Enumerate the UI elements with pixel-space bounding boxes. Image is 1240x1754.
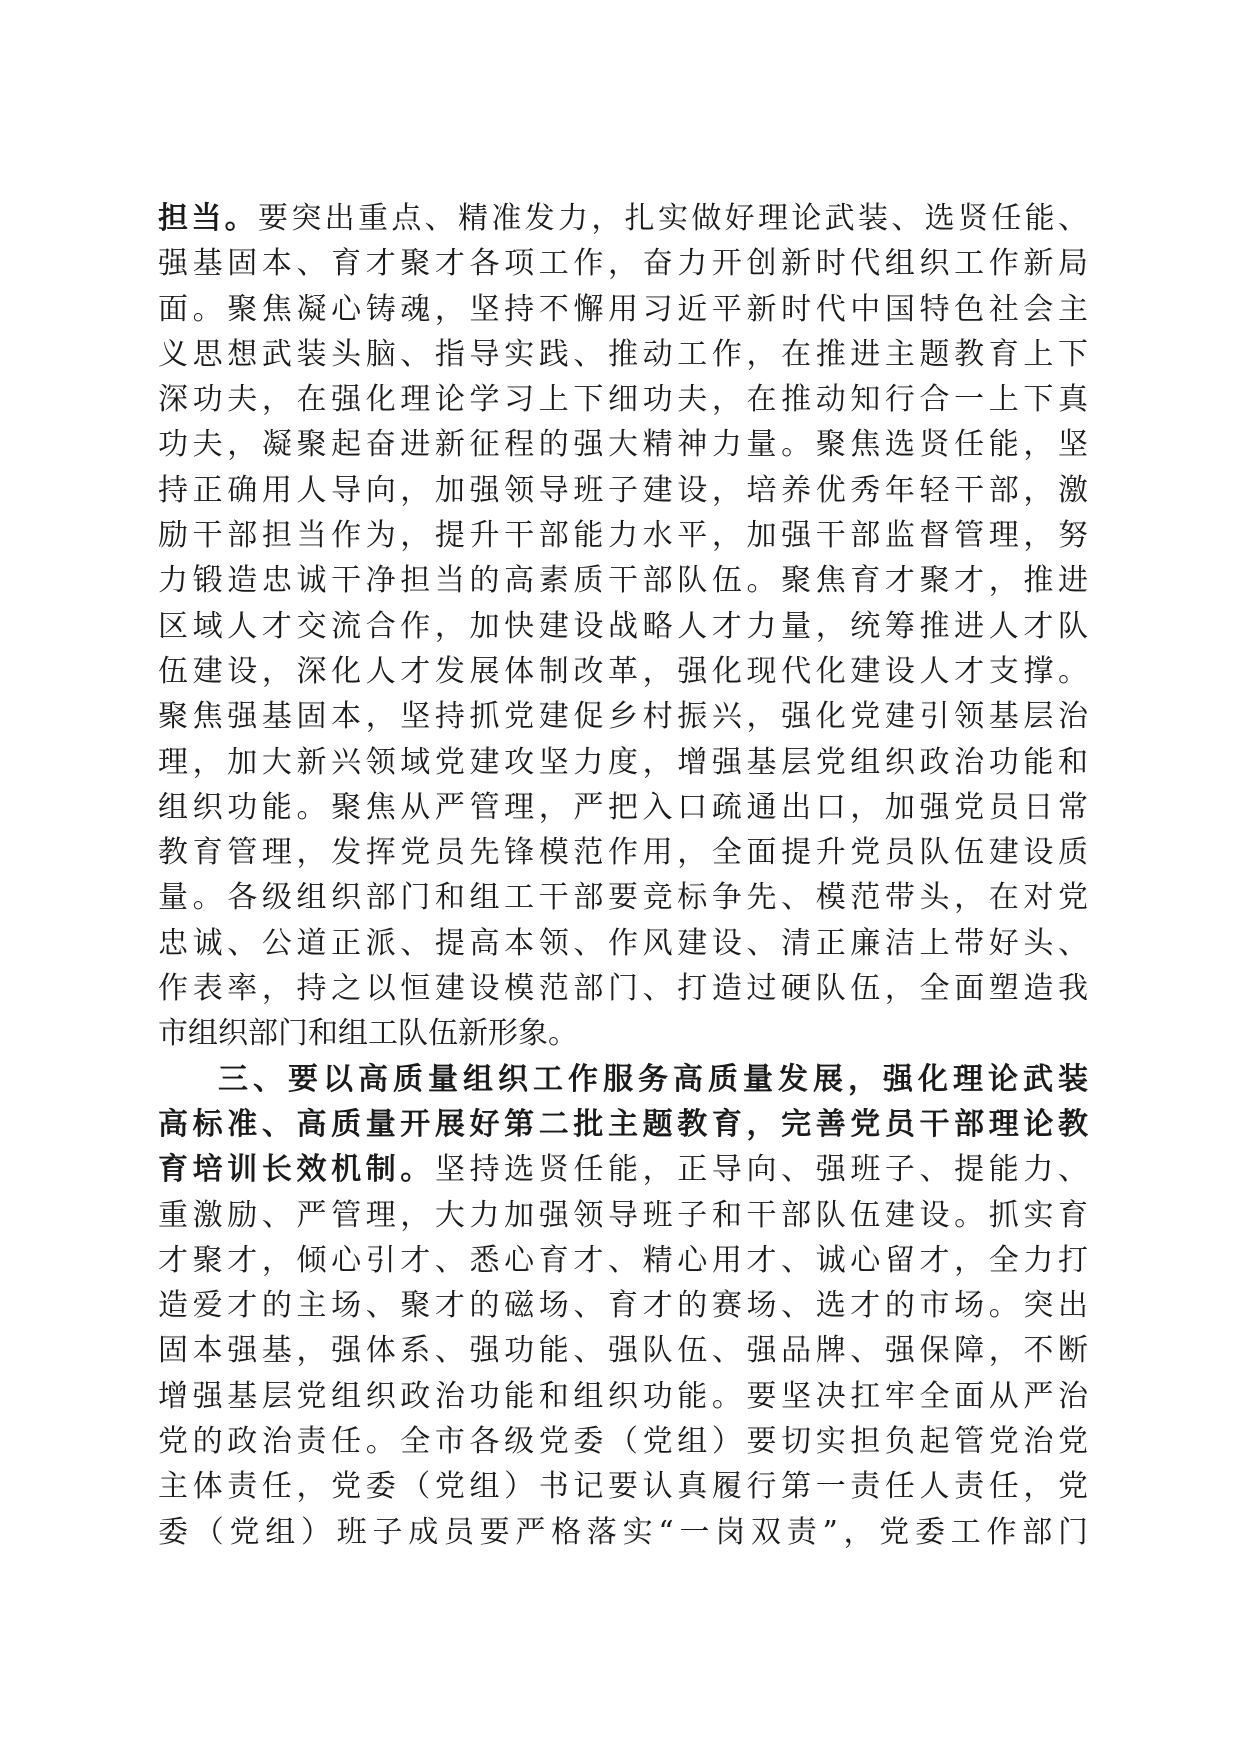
- bold-lead-text: 担当。: [158, 201, 258, 236]
- body-line: 造爱才的主场、聚才的磁场、育才的赛场、选才的市场。突出: [158, 1288, 1088, 1324]
- section-heading-line: 三、要以高质量组织工作服务高质量发展，强化理论武装: [218, 1061, 1088, 1097]
- body-line: 面。聚焦凝心铸魂，坚持不懈用习近平新时代中国特色社会主: [158, 291, 1088, 327]
- body-line: 固本强基，强体系、强功能、强队伍、强品牌、强保障，不断: [158, 1333, 1088, 1369]
- body-line: 教育管理，发挥党员先锋模范作用，全面提升党员队伍建设质: [158, 835, 1088, 871]
- section-heading-end: 育培训长效机制。: [158, 1152, 435, 1188]
- body-line: 力锻造忠诚干净担当的高素质干部队伍。聚焦育才聚才，推进: [158, 563, 1088, 599]
- body-text: 坚持选贤任能，正导向、强班子、提能力、: [434, 1152, 1089, 1188]
- body-line: 重激励、严管理，大力加强领导班子和干部队伍建设。抓实育: [158, 1197, 1088, 1233]
- body-line: 忠诚、公道正派、提高本领、作风建设、清正廉洁上带好头、: [158, 925, 1088, 961]
- body-line: 主体责任，党委（党组）书记要认真履行第一责任人责任，党: [158, 1469, 1088, 1505]
- body-line: 量。各级组织部门和组工干部要竞标争先、模范带头，在对党: [158, 880, 1088, 916]
- body-text: 要突出重点、精准发力，扎实做好理论武装、选贤任能、: [258, 201, 1088, 236]
- body-line: 义思想武装头脑、指导实践、推动工作，在推进主题教育上下: [158, 336, 1088, 372]
- body-line: 党的政治责任。全市各级党委（党组）要切实担负起管党治党: [158, 1424, 1088, 1460]
- body-line: [158, 196, 1088, 241]
- section-heading-line: 高标准、高质量开展好第二批主题教育，完善党员干部理论教: [158, 1106, 1088, 1142]
- body-line: 聚焦强基固本，坚持抓党建促乡村振兴，强化党建引领基层治: [158, 699, 1088, 735]
- body-line: 励干部担当作为，提升干部能力水平，加强干部监督管理，努: [158, 518, 1088, 554]
- body-line: 区域人才交流合作，加快建设战略人才力量，统筹推进人才队: [158, 608, 1088, 644]
- body-line: 才聚才，倾心引才、悉心育才、精心用才、诚心留才，全力打: [158, 1242, 1088, 1278]
- body-line: 组织功能。聚焦从严管理，严把入口疏通出口，加强党员日常: [158, 789, 1088, 825]
- body-line: [158, 1147, 1088, 1192]
- body-line: 功夫，凝聚起奋进新征程的强大精神力量。聚焦选贤任能，坚: [158, 427, 1088, 463]
- body-line: 强基固本、育才聚才各项工作，奋力开创新时代组织工作新局: [158, 246, 1088, 282]
- body-line: 委（党组）班子成员要严格落实“一岗双责”，党委工作部门: [158, 1514, 1088, 1550]
- body-line: 深功夫，在强化理论学习上下细功夫，在推动知行合一上下真: [158, 382, 1088, 418]
- document-body: [158, 196, 1088, 1555]
- body-line: 伍建设，深化人才发展体制改革，强化现代化建设人才支撑。: [158, 653, 1088, 689]
- body-line: 市组织部门和组工队伍新形象。: [158, 1016, 578, 1052]
- body-line: 增强基层党组织政治功能和组织功能。要坚决扛牢全面从严治: [158, 1378, 1088, 1414]
- body-line: 作表率，持之以恒建设模范部门、打造过硬队伍，全面塑造我: [158, 971, 1088, 1007]
- body-line: 理，加大新兴领域党建攻坚力度，增强基层党组织政治功能和: [158, 744, 1088, 780]
- body-line: 持正确用人导向，加强领导班子建设，培养优秀年轻干部，激: [158, 472, 1088, 508]
